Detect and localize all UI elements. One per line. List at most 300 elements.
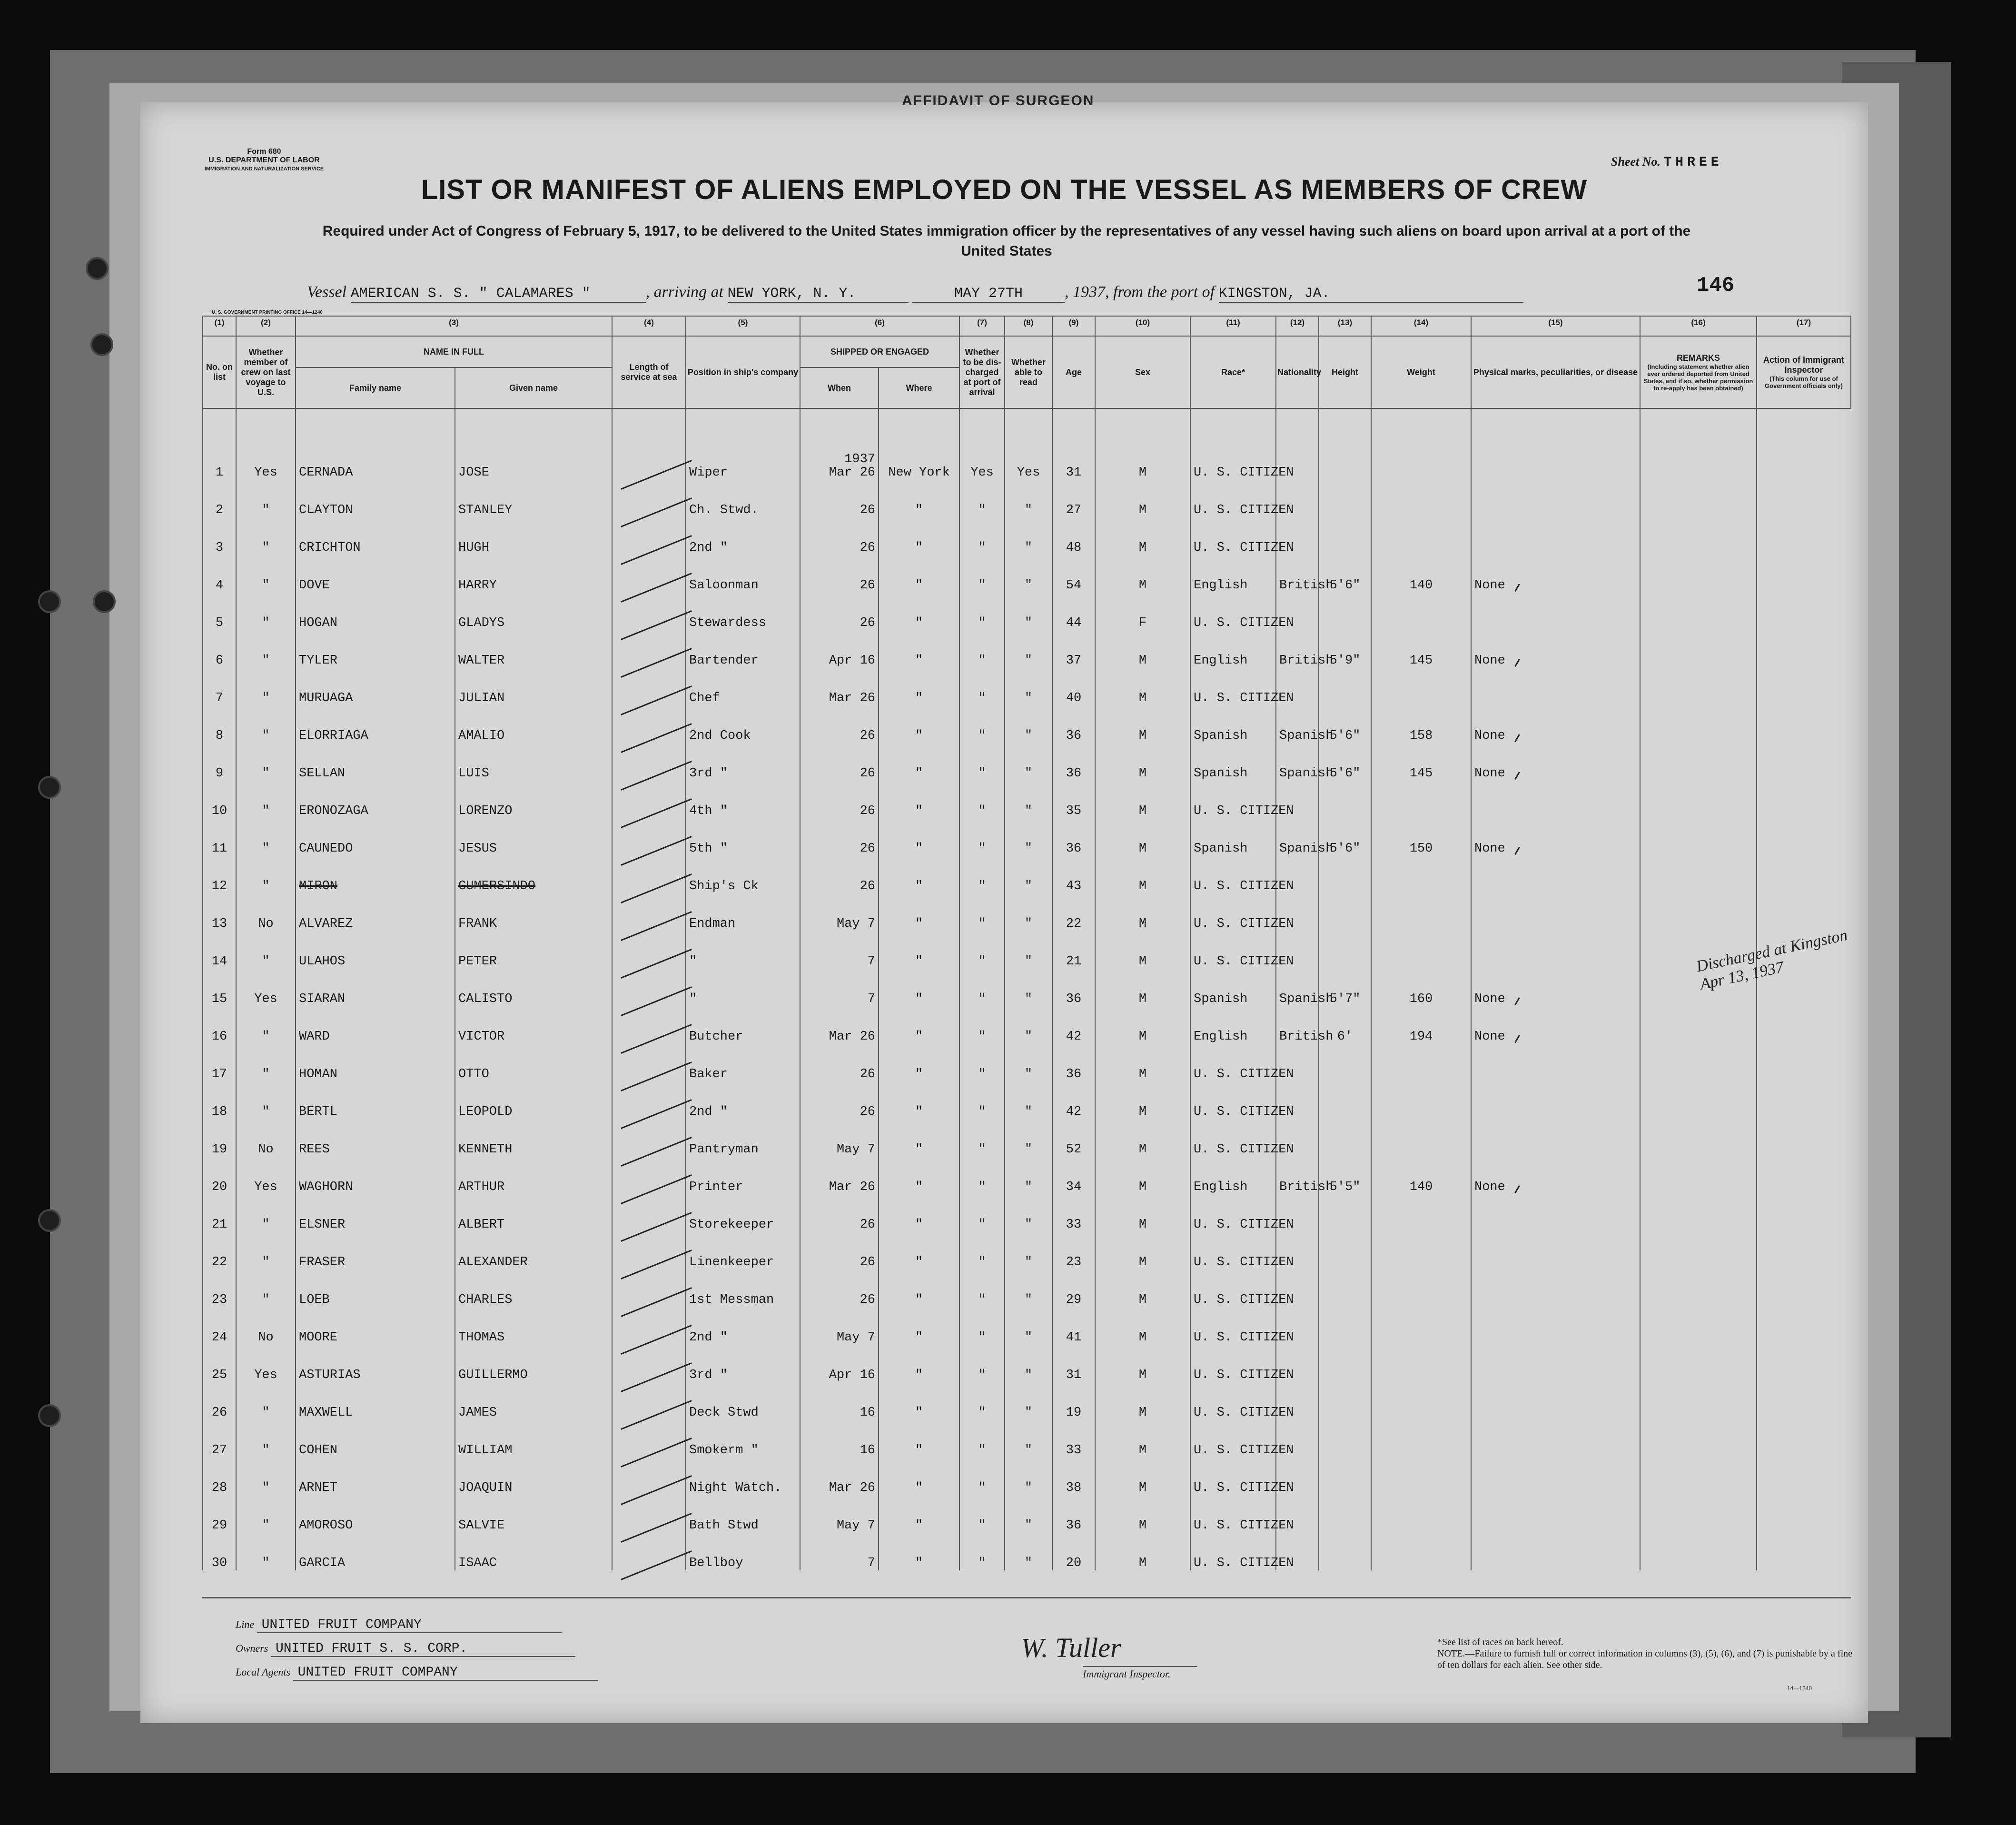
sex: M [1095, 1006, 1190, 1044]
shipped-where: " [879, 1081, 959, 1119]
weight [1371, 517, 1471, 555]
shipped-when: 26 [800, 743, 879, 781]
discharged: " [959, 517, 1005, 555]
departure-port: KINGSTON, JA. [1219, 286, 1523, 303]
row-number: 11 [203, 818, 236, 856]
age: 36 [1052, 1044, 1095, 1081]
member-last-voyage: " [236, 705, 296, 743]
sex: M [1095, 442, 1190, 480]
height [1319, 1194, 1371, 1232]
length-of-service [612, 1119, 686, 1157]
member-last-voyage: " [236, 480, 296, 517]
given-name: HUGH [455, 517, 612, 555]
col-num: (2) [236, 316, 296, 336]
form-code: 14—1240 [1787, 1685, 1812, 1692]
age: 35 [1052, 781, 1095, 818]
family-name: REES [296, 1119, 455, 1157]
service-name: IMMIGRATION AND NATURALIZATION SERVICE [204, 166, 324, 172]
shipped-where: New York [879, 442, 959, 480]
row-number: 15 [203, 969, 236, 1006]
shipped-when: Mar 26 [800, 668, 879, 705]
row-number: 3 [203, 517, 236, 555]
weight: 140 [1371, 555, 1471, 593]
age: 27 [1052, 480, 1095, 517]
row-number: 8 [203, 705, 236, 743]
row-number: 21 [203, 1194, 236, 1232]
shipped-year: 1937 [844, 452, 875, 466]
shipped-when: Mar 26 [800, 1006, 879, 1044]
position: 4th " [686, 781, 800, 818]
table-row [203, 781, 1851, 818]
shipped-where: " [879, 1194, 959, 1232]
position: 5th " [686, 818, 800, 856]
physical-marks [1471, 931, 1640, 969]
weight: 150 [1371, 818, 1471, 856]
family-name: AMOROSO [296, 1495, 455, 1533]
table-row [203, 1044, 1851, 1081]
row-number: 27 [203, 1420, 236, 1458]
table-row [203, 1081, 1851, 1119]
col-num: (8) [1005, 316, 1052, 336]
able-to-read: " [1005, 931, 1052, 969]
position: " [686, 969, 800, 1006]
height: 5'6" [1319, 555, 1371, 593]
table-row [203, 1382, 1851, 1420]
row-number: 5 [203, 593, 236, 630]
printing-office: U. S. GOVERNMENT PRINTING OFFICE 14—1240 [212, 310, 323, 315]
position: Smokerm " [686, 1420, 800, 1458]
col-num: (5) [686, 316, 800, 336]
age: 36 [1052, 705, 1095, 743]
physical-marks [1471, 781, 1640, 818]
age: 19 [1052, 1382, 1095, 1420]
punch-hole [86, 257, 109, 280]
punch-hole [38, 1209, 61, 1232]
family-name: CAUNEDO [296, 818, 455, 856]
sex: M [1095, 893, 1190, 931]
age: 33 [1052, 1420, 1095, 1458]
discharged: " [959, 1157, 1005, 1194]
discharged: " [959, 593, 1005, 630]
physical-marks [1471, 1081, 1640, 1119]
shipped-when: 26 [800, 1270, 879, 1307]
able-to-read: Yes [1005, 442, 1052, 480]
member-last-voyage: " [236, 555, 296, 593]
able-to-read: " [1005, 668, 1052, 705]
sex: M [1095, 1270, 1190, 1307]
height: 5'9" [1319, 630, 1371, 668]
table-row [203, 555, 1851, 593]
position: Saloonman [686, 555, 800, 593]
position: Chef [686, 668, 800, 705]
remarks [1640, 1044, 1757, 1081]
able-to-read: " [1005, 1533, 1052, 1570]
given-name: LORENZO [455, 781, 612, 818]
col-num: (1) [203, 316, 236, 336]
able-to-read: " [1005, 1044, 1052, 1081]
shipped-when: 26 [800, 856, 879, 893]
able-to-read: " [1005, 517, 1052, 555]
age: 44 [1052, 593, 1095, 630]
able-to-read: " [1005, 1307, 1052, 1345]
weight [1371, 480, 1471, 517]
family-name: ALVAREZ [296, 893, 455, 931]
family-name: ELORRIAGA [296, 705, 455, 743]
family-name: MOORE [296, 1307, 455, 1345]
weight [1371, 1458, 1471, 1495]
member-last-voyage: " [236, 743, 296, 781]
punch-hole [38, 776, 61, 799]
check-mark-icon [1514, 584, 1520, 592]
vessel-label: Vessel [307, 283, 347, 301]
check-mark-icon [1514, 772, 1520, 780]
able-to-read: " [1005, 893, 1052, 931]
member-last-voyage: " [236, 630, 296, 668]
family-name: CERNADA [296, 442, 455, 480]
family-name: FRASER [296, 1232, 455, 1270]
race: U. S. CITIZEN [1190, 1194, 1276, 1232]
header-when: When [800, 367, 879, 408]
shipped-where: " [879, 1458, 959, 1495]
weight [1371, 442, 1471, 480]
member-last-voyage: " [236, 1194, 296, 1232]
member-last-voyage: Yes [236, 442, 296, 480]
department-name: U.S. DEPARTMENT OF LABOR [208, 156, 320, 164]
weight [1371, 1270, 1471, 1307]
sex: M [1095, 1119, 1190, 1157]
member-last-voyage: " [236, 1232, 296, 1270]
physical-marks [1471, 1232, 1640, 1270]
length-of-service [612, 442, 686, 480]
inspector-label: Immigrant Inspector. [1083, 1666, 1197, 1680]
given-name: HARRY [455, 555, 612, 593]
header-family-name: Family name [296, 367, 455, 408]
races-note: *See list of races on back hereof. [1437, 1637, 1563, 1647]
age: 21 [1052, 931, 1095, 969]
height [1319, 781, 1371, 818]
physical-marks [1471, 442, 1640, 480]
physical-marks [1471, 1270, 1640, 1307]
weight [1371, 1307, 1471, 1345]
position: Storekeeper [686, 1194, 800, 1232]
discharged: " [959, 1081, 1005, 1119]
height [1319, 1044, 1371, 1081]
discharged: " [959, 1119, 1005, 1157]
position: Stewardess [686, 593, 800, 630]
row-number: 28 [203, 1458, 236, 1495]
check-mark-icon [621, 1550, 692, 1580]
family-name: BERTL [296, 1081, 455, 1119]
weight [1371, 593, 1471, 630]
age: 36 [1052, 818, 1095, 856]
physical-marks [1471, 555, 1640, 593]
given-name: ALBERT [455, 1194, 612, 1232]
row-number: 17 [203, 1044, 236, 1081]
shipped-when: 7 [800, 1533, 879, 1570]
remarks [1640, 781, 1757, 818]
row-12-handwritten-remark: Discharged at Kingston Apr 13, 1937 [1695, 926, 1849, 993]
table-row [203, 818, 1851, 856]
discharged: " [959, 1345, 1005, 1382]
height: 5'5" [1319, 1157, 1371, 1194]
discharged: " [959, 1458, 1005, 1495]
weight [1371, 1533, 1471, 1570]
member-last-voyage: No [236, 1307, 296, 1345]
row-number: 29 [203, 1495, 236, 1533]
shipped-where: " [879, 1345, 959, 1382]
able-to-read: " [1005, 1081, 1052, 1119]
header-height: Height [1319, 336, 1371, 408]
age: 42 [1052, 1006, 1095, 1044]
header-action [1757, 336, 1851, 408]
discharged: " [959, 1270, 1005, 1307]
nationality: British [1276, 1157, 1319, 1194]
weight: 140 [1371, 1157, 1471, 1194]
given-name: OTTO [455, 1044, 612, 1081]
race: U. S. CITIZEN [1190, 442, 1276, 480]
member-last-voyage: " [236, 1382, 296, 1420]
document-subtitle: Required under Act of Congress of February 5, 1917, to be delivered to the United States immigration officer by the representatives of any vessel having such aliens on board upon arrival at a port of the United States [322, 223, 1691, 259]
length-of-service [612, 1495, 686, 1533]
age: 38 [1052, 1458, 1095, 1495]
able-to-read: " [1005, 1345, 1052, 1382]
table-row [203, 893, 1851, 931]
check-mark-icon [1514, 847, 1520, 855]
remarks [1640, 705, 1757, 743]
member-last-voyage: Yes [236, 1345, 296, 1382]
member-last-voyage: " [236, 1533, 296, 1570]
table-row [203, 743, 1851, 781]
physical-marks [1471, 893, 1640, 931]
remarks [1640, 1382, 1757, 1420]
physical-value: None [1474, 1180, 1505, 1194]
height [1319, 668, 1371, 705]
weight: 145 [1371, 743, 1471, 781]
family-name: MIRON [296, 856, 455, 893]
physical-marks [1471, 1382, 1640, 1420]
remarks [1640, 1495, 1757, 1533]
col-num: (7) [959, 316, 1005, 336]
physical-value: None [1474, 729, 1505, 743]
footer-owners [236, 1641, 575, 1657]
given-name: FRANK [455, 893, 612, 931]
remarks [1640, 630, 1757, 668]
footer-note [1437, 1637, 1856, 1671]
sex: M [1095, 1157, 1190, 1194]
height [1319, 1307, 1371, 1345]
weight [1371, 1420, 1471, 1458]
position: Night Watch. [686, 1458, 800, 1495]
age: 42 [1052, 1081, 1095, 1119]
length-of-service [612, 1044, 686, 1081]
table-row [203, 630, 1851, 668]
member-last-voyage: " [236, 517, 296, 555]
length-of-service [612, 856, 686, 893]
col-num: (6) [800, 316, 959, 336]
able-to-read: " [1005, 555, 1052, 593]
row-number: 9 [203, 743, 236, 781]
shipped-when [800, 442, 879, 480]
shipped-where: " [879, 818, 959, 856]
table-row [203, 668, 1851, 705]
physical-marks [1471, 1157, 1640, 1194]
discharged: " [959, 480, 1005, 517]
year-digit: 7 [1097, 283, 1105, 301]
remarks [1640, 1307, 1757, 1345]
age: 34 [1052, 1157, 1095, 1194]
table-row [203, 442, 1851, 480]
line-label: Line [236, 1618, 255, 1630]
length-of-service [612, 1270, 686, 1307]
sheet-label: Sheet No. [1611, 155, 1660, 169]
discharged: " [959, 1382, 1005, 1420]
height: 5'6" [1319, 705, 1371, 743]
weight [1371, 893, 1471, 931]
discharged: " [959, 893, 1005, 931]
height [1319, 1533, 1371, 1570]
sex: M [1095, 856, 1190, 893]
family-name: WARD [296, 1006, 455, 1044]
weight [1371, 781, 1471, 818]
given-name: JAMES [455, 1382, 612, 1420]
physical-marks [1471, 818, 1640, 856]
header-length-service: Length of service at sea [612, 336, 686, 408]
race: U. S. CITIZEN [1190, 1533, 1276, 1570]
shipped-where: " [879, 969, 959, 1006]
nationality: British [1276, 555, 1319, 593]
col-num: (14) [1371, 316, 1471, 336]
family-name: SELLAN [296, 743, 455, 781]
given-name: STANLEY [455, 480, 612, 517]
shipped-where: " [879, 630, 959, 668]
row-number: 2 [203, 480, 236, 517]
row-number: 26 [203, 1382, 236, 1420]
physical-marks [1471, 1420, 1640, 1458]
penalty-note: NOTE.—Failure to furnish full or correct information in columns (3), (5), (6), and (7) is punishable by a fine of ten dollars for each alien. See other side. [1437, 1648, 1853, 1670]
position: Deck Stwd [686, 1382, 800, 1420]
check-mark-icon [1514, 997, 1520, 1005]
age: 31 [1052, 442, 1095, 480]
header-member: Whether member of crew on last voyage to U.S. [236, 336, 296, 408]
header-where: Where [879, 367, 959, 408]
header-discharged: Whether to be dis-charged at port of arrival [959, 336, 1005, 408]
discharged: " [959, 630, 1005, 668]
punch-hole [38, 590, 61, 613]
row-number: 13 [203, 893, 236, 931]
document-title: LIST OR MANIFEST OF ALIENS EMPLOYED ON THE VESSEL AS MEMBERS OF CREW [421, 174, 1588, 205]
length-of-service [612, 517, 686, 555]
family-name: TYLER [296, 630, 455, 668]
header-sex: Sex [1095, 336, 1190, 408]
physical-marks [1471, 593, 1640, 630]
arrival-port: NEW YORK, N. Y. [728, 286, 909, 303]
check-mark-icon [1514, 659, 1520, 667]
nationality: Spanish [1276, 969, 1319, 1006]
discharged: " [959, 1044, 1005, 1081]
shipped-where: " [879, 893, 959, 931]
punch-hole [38, 1404, 61, 1427]
shipped-where: " [879, 593, 959, 630]
row-number: 23 [203, 1270, 236, 1307]
shipped-where: " [879, 1270, 959, 1307]
able-to-read: " [1005, 705, 1052, 743]
shipped-where: " [879, 1533, 959, 1570]
physical-marks [1471, 1006, 1640, 1044]
given-name: ALEXANDER [455, 1232, 612, 1270]
member-last-voyage: " [236, 1495, 296, 1533]
height [1319, 931, 1371, 969]
position: 3rd " [686, 1345, 800, 1382]
given-name: ARTHUR [455, 1157, 612, 1194]
age: 54 [1052, 555, 1095, 593]
given-name: GLADYS [455, 593, 612, 630]
check-mark-icon [1514, 1185, 1520, 1193]
shipped-when: 26 [800, 781, 879, 818]
able-to-read: " [1005, 1270, 1052, 1307]
sex: M [1095, 1081, 1190, 1119]
remarks [1640, 555, 1757, 593]
age: 36 [1052, 969, 1095, 1006]
physical-value: None [1474, 578, 1505, 593]
shipped-when: 26 [800, 1044, 879, 1081]
race: U. S. CITIZEN [1190, 1119, 1276, 1157]
position: 1st Messman [686, 1270, 800, 1307]
remarks [1640, 668, 1757, 705]
shipped-when: May 7 [800, 1495, 879, 1533]
height: 5'6" [1319, 743, 1371, 781]
age: 20 [1052, 1533, 1095, 1570]
member-last-voyage: " [236, 781, 296, 818]
arrival-date: MAY 27TH [912, 286, 1065, 303]
weight: 194 [1371, 1006, 1471, 1044]
sex: M [1095, 1345, 1190, 1382]
given-name: CHARLES [455, 1270, 612, 1307]
remarks [1640, 1119, 1757, 1157]
able-to-read: " [1005, 969, 1052, 1006]
height [1319, 1495, 1371, 1533]
physical-marks [1471, 1458, 1640, 1495]
position: Bath Stwd [686, 1495, 800, 1533]
owners-value: UNITED FRUIT S. S. CORP. [271, 1641, 575, 1657]
given-name: JULIAN [455, 668, 612, 705]
family-name: HOMAN [296, 1044, 455, 1081]
sex: F [1095, 593, 1190, 630]
sex: M [1095, 630, 1190, 668]
shipped-when: May 7 [800, 1119, 879, 1157]
table-row [203, 1006, 1851, 1044]
discharged: " [959, 743, 1005, 781]
weight [1371, 1495, 1471, 1533]
table-row [203, 517, 1851, 555]
sheet-number [1611, 155, 1723, 170]
member-last-voyage: " [236, 1044, 296, 1081]
sex: M [1095, 1458, 1190, 1495]
family-name: COHEN [296, 1420, 455, 1458]
weight [1371, 1194, 1471, 1232]
able-to-read: " [1005, 630, 1052, 668]
race: U. S. CITIZEN [1190, 1345, 1276, 1382]
family-name: MAXWELL [296, 1382, 455, 1420]
position: Pantryman [686, 1119, 800, 1157]
remarks [1640, 1194, 1757, 1232]
able-to-read: " [1005, 1119, 1052, 1157]
height [1319, 856, 1371, 893]
position: Baker [686, 1044, 800, 1081]
check-mark-icon [1514, 734, 1520, 742]
shipped-when: 26 [800, 818, 879, 856]
race: U. S. CITIZEN [1190, 1307, 1276, 1345]
remarks [1640, 517, 1757, 555]
